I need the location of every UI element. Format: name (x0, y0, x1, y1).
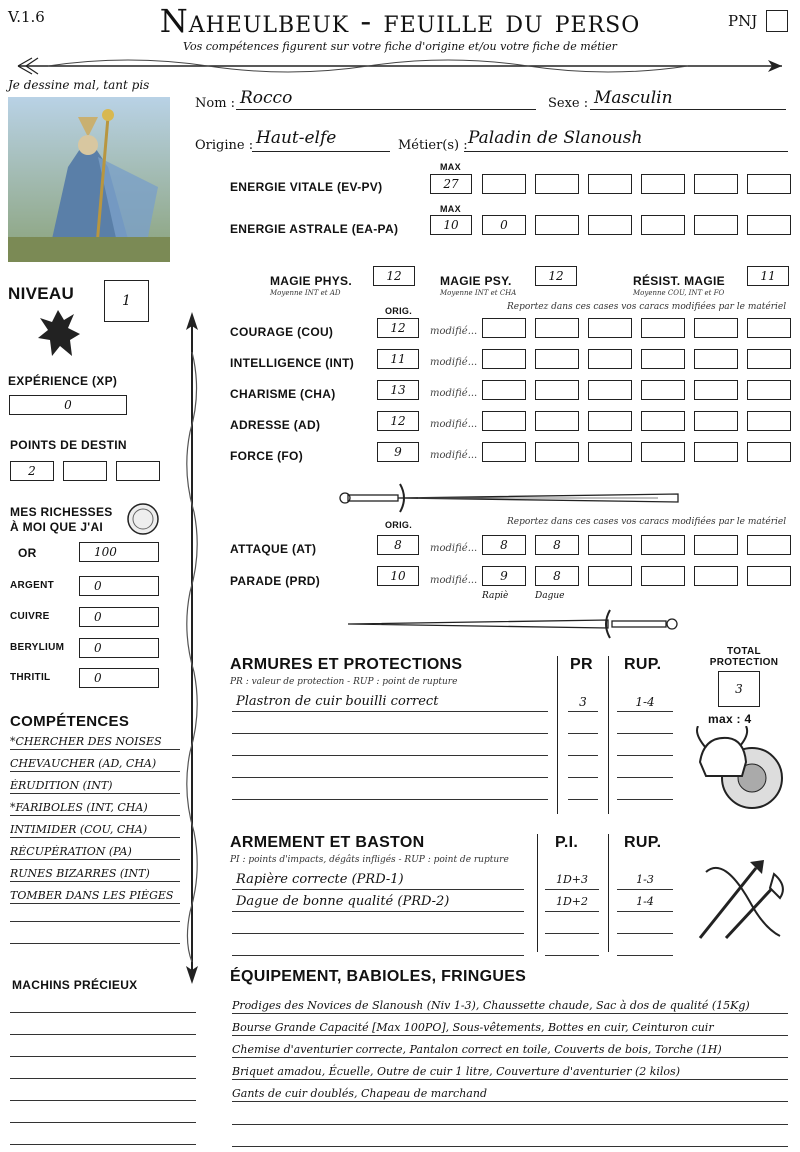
armure-name[interactable] (232, 692, 548, 712)
resist-magie-value: 11 (760, 269, 776, 283)
niveau-label: NIVEAU (8, 284, 75, 303)
attaque-modifie: modifié... (430, 543, 478, 554)
xp-value: 0 (64, 398, 72, 412)
nom-label: Nom : (195, 96, 236, 111)
competence-blank-line[interactable] (10, 921, 180, 922)
armure-name-text: Plastron de cuir bouilli correct (236, 694, 439, 709)
arme-rup[interactable] (617, 936, 673, 956)
arme-pi[interactable] (545, 870, 599, 890)
parade-mod-box[interactable] (588, 566, 632, 586)
sheet-title: Naheulbeuk - feuille du perso (159, 2, 641, 40)
attaque-label: ATTAQUE (AT) (230, 542, 317, 556)
pnj-checkbox[interactable] (766, 10, 788, 32)
armement-title: ARMEMENT ET BASTON (230, 834, 425, 851)
parade-orig-value: 10 (390, 569, 406, 583)
nom-value: Rocco (240, 88, 293, 108)
ev-label: ENERGIE VITALE (EV-PV) (230, 180, 383, 194)
carac-mod-box[interactable] (482, 442, 526, 462)
competence-item[interactable]: TOMBER DANS LES PIÈGES (10, 889, 180, 904)
magie-psy-box[interactable] (535, 266, 577, 286)
ev-max-box[interactable] (430, 174, 472, 194)
origine-field[interactable] (252, 128, 390, 152)
nom-field[interactable] (236, 88, 536, 110)
arme-name[interactable] (232, 936, 524, 956)
competence-blank-line[interactable] (10, 943, 180, 944)
carac-orig-value: 12 (390, 321, 406, 335)
ea-box[interactable] (588, 215, 632, 235)
metier-label: Métier(s) : (398, 138, 468, 153)
staff-ornament (180, 312, 204, 984)
magie-phys-label: MAGIE PHYS. (270, 274, 352, 288)
total-label-1: TOTAL (727, 646, 761, 657)
sword-ornament (338, 606, 683, 642)
carac-mod-box[interactable] (694, 411, 738, 431)
metier-field[interactable] (464, 128, 788, 152)
competence-item[interactable]: ÉRUDITION (INT) (10, 779, 180, 794)
carac-orig-box[interactable] (377, 349, 419, 369)
armure-pr[interactable] (568, 736, 598, 756)
armures-rup-header: RUP. (624, 656, 662, 673)
carac-mod-box[interactable] (747, 380, 791, 400)
carac-mod-box[interactable] (535, 442, 579, 462)
carac-mod-box[interactable] (535, 349, 579, 369)
magie-psy-value: 12 (548, 269, 564, 283)
money-box[interactable] (79, 638, 159, 658)
money-label: ARGENT (10, 580, 55, 591)
origine-value: Haut-elfe (256, 128, 337, 148)
carac-mod-box[interactable] (694, 349, 738, 369)
competence-item[interactable]: *FARIBOLES (INT, CHA) (10, 801, 180, 816)
attaque-mod-box[interactable] (482, 535, 526, 555)
money-box[interactable] (79, 576, 159, 596)
armement-rup-header: RUP. (624, 834, 662, 851)
money-box[interactable] (79, 607, 159, 627)
sword-ornament (338, 480, 683, 516)
carac-mod-box[interactable] (694, 380, 738, 400)
armure-rup[interactable] (617, 692, 673, 712)
armement-divider (537, 834, 538, 952)
ea-box[interactable] (694, 215, 738, 235)
destin-label: POINTS DE DESTIN (10, 438, 127, 452)
destin-box[interactable] (10, 461, 54, 481)
armures-sub: PR : valeur de protection - RUP : point de rupture (230, 677, 458, 687)
weapon-col-dague: Dague (535, 591, 565, 601)
portrait-caption: Je dessine mal, tant pis (8, 78, 150, 92)
arme-rup-text: 1-4 (636, 895, 654, 908)
arme-rup[interactable] (617, 914, 673, 934)
machins-line[interactable] (10, 1078, 196, 1079)
magie-psy-label: MAGIE PSY. (440, 274, 512, 288)
magie-psy-sub: Moyenne INT et CHA (440, 289, 517, 297)
total-label-2: PROTECTION (709, 657, 779, 668)
magie-phys-sub: Moyenne INT et AD (270, 289, 341, 297)
carac-orig-value: 12 (390, 414, 406, 428)
armures-divider (608, 656, 609, 814)
money-value: 0 (94, 671, 102, 685)
carac-mod-box[interactable] (747, 318, 791, 338)
armure-rup[interactable] (617, 736, 673, 756)
version-label: V.1.6 (8, 8, 45, 26)
money-box[interactable] (79, 542, 159, 562)
xp-label: EXPÉRIENCE (XP) (8, 374, 118, 388)
armure-name[interactable] (232, 736, 548, 756)
sexe-field[interactable] (590, 88, 786, 110)
total-protection-label (704, 646, 784, 668)
competence-item[interactable]: RUNES BIZARRES (INT) (10, 867, 180, 882)
magie-phys-value: 12 (386, 269, 402, 283)
parade-modifie: modifié... (430, 575, 478, 586)
carac-orig-value: 11 (390, 352, 406, 366)
carac-orig-box[interactable] (377, 411, 419, 431)
ev-box[interactable] (747, 174, 791, 194)
magie-phys-box[interactable] (373, 266, 415, 286)
destin-value: 2 (28, 464, 36, 478)
parade-mod-box[interactable] (694, 566, 738, 586)
armure-pr-text: 3 (579, 695, 587, 709)
attaque-mod-rapiere: 8 (500, 538, 508, 552)
coin-icon (126, 502, 160, 536)
combat-note: Reportez dans ces cases vos caracs modifiées par le matériel (507, 517, 787, 527)
attaque-orig-box[interactable] (377, 535, 419, 555)
parade-orig-box[interactable] (377, 566, 419, 586)
armure-rup[interactable] (617, 714, 673, 734)
arme-name[interactable] (232, 870, 524, 890)
origine-label: Origine : (195, 138, 254, 153)
equipement-title: ÉQUIPEMENT, BABIOLES, FRINGUES (230, 968, 527, 985)
sexe-label: Sexe : (548, 96, 589, 111)
xp-box[interactable] (9, 395, 127, 415)
carac-label: COURAGE (COU) (230, 325, 334, 339)
combat-orig-label: ORIG. (385, 520, 413, 530)
total-protection-box[interactable] (718, 671, 760, 707)
armures-divider (557, 656, 558, 814)
machins-line[interactable] (10, 1144, 196, 1145)
carac-mod-box[interactable] (588, 411, 632, 431)
competence-item[interactable]: CHEVAUCHER (AD, CHA) (10, 757, 180, 772)
arme-rup[interactable] (617, 892, 673, 912)
armures-title: ARMURES ET PROTECTIONS (230, 656, 463, 673)
arme-pi[interactable] (545, 914, 599, 934)
ea-box[interactable] (641, 215, 685, 235)
arme-pi-text: 1D+2 (555, 895, 589, 908)
equipement-blank-line[interactable] (232, 1146, 788, 1147)
carac-mod-box[interactable] (747, 349, 791, 369)
total-protection-max: max : 4 (708, 712, 752, 726)
ea-box[interactable] (482, 215, 526, 235)
niveau-value: 1 (122, 293, 131, 309)
money-label: CUIVRE (10, 611, 50, 622)
carac-note: Reportez dans ces cases vos caracs modifiées par le matériel (507, 302, 787, 312)
ev-box[interactable] (588, 174, 632, 194)
metier-value: Paladin de Slanoush (468, 128, 643, 148)
carac-mod-box[interactable] (482, 349, 526, 369)
carac-modifie: modifié... (430, 388, 478, 399)
money-value: 0 (94, 579, 102, 593)
arme-rup[interactable] (617, 870, 673, 890)
machins-line[interactable] (10, 1122, 196, 1123)
arme-name-text: Dague de bonne qualité (PRD-2) (236, 894, 450, 909)
equipement-line[interactable]: Prodiges des Novices de Slanoush (Niv 1-3), Chaussette chaude, Sac à dos de qualité (15Kg) (232, 998, 788, 1014)
arme-pi[interactable] (545, 892, 599, 912)
carac-mod-box[interactable] (641, 442, 685, 462)
equipement-line[interactable]: Briquet amadou, Écuelle, Outre de cuir 1 litre, Couverture d'aventurier (2 kilos) (232, 1064, 788, 1080)
carac-modifie: modifié... (430, 419, 478, 430)
attaque-mod-box[interactable] (694, 535, 738, 555)
ev-box[interactable] (535, 174, 579, 194)
pnj-label: PNJ (728, 12, 758, 30)
equipement-line[interactable]: Chemise d'aventurier correcte, Pantalon correct en toile, Couverts de bois, Torche (1H) (232, 1042, 788, 1058)
carac-orig-box[interactable] (377, 442, 419, 462)
money-label: THRITIL (10, 672, 51, 683)
helmet-shield-icon (694, 726, 786, 814)
weapon-col-rapiere: Rapiè (482, 591, 509, 601)
destin-box[interactable] (63, 461, 107, 481)
resist-magie-box[interactable] (747, 266, 789, 286)
arme-rup-text: 1-3 (636, 873, 654, 886)
attaque-mod-box[interactable] (747, 535, 791, 555)
resist-magie-label: RÉSIST. MAGIE (633, 274, 725, 288)
money-value: 0 (94, 610, 102, 624)
armure-pr[interactable] (568, 692, 598, 712)
carac-mod-box[interactable] (588, 318, 632, 338)
carac-mod-box[interactable] (641, 411, 685, 431)
carac-label: CHARISME (CHA) (230, 387, 336, 401)
armure-pr[interactable] (568, 714, 598, 734)
carac-mod-box[interactable] (588, 442, 632, 462)
carac-mod-box[interactable] (641, 380, 685, 400)
armures-pr-header: PR (570, 656, 593, 673)
money-value: 100 (94, 545, 117, 559)
richesses-label: MES RICHESSES (10, 505, 113, 519)
competences-title: COMPÉTENCES (10, 713, 130, 730)
ea-box[interactable] (535, 215, 579, 235)
money-value: 0 (94, 641, 102, 655)
equipement-line[interactable]: Gants de cuir doublés, Chapeau de marchand (232, 1086, 788, 1102)
carac-mod-box[interactable] (588, 380, 632, 400)
carac-mod-box[interactable] (482, 318, 526, 338)
armement-divider (608, 834, 609, 952)
machins-line[interactable] (10, 1100, 196, 1101)
weapons-icon (690, 852, 790, 946)
equipement-blank-line[interactable] (232, 1124, 788, 1125)
carac-label: FORCE (FO) (230, 449, 303, 463)
parade-mod-box[interactable] (747, 566, 791, 586)
sheet-subtitle: Vos compétences figurent sur votre fiche d'origine et/ou votre fiche de métier (183, 40, 617, 53)
competence-item[interactable]: INTIMIDER (COU, CHA) (10, 823, 180, 838)
parade-mod-box[interactable] (535, 566, 579, 586)
carac-mod-box[interactable] (588, 349, 632, 369)
ev-box[interactable] (694, 174, 738, 194)
parade-mod-rapiere: 9 (500, 569, 508, 583)
sexe-value: Masculin (594, 88, 673, 108)
parade-mod-box[interactable] (482, 566, 526, 586)
richesses-label-2: À MOI QUE J'AI (10, 520, 104, 534)
attaque-mod-box[interactable] (588, 535, 632, 555)
ev-box[interactable] (482, 174, 526, 194)
carac-mod-box[interactable] (482, 411, 526, 431)
carac-mod-box[interactable] (641, 349, 685, 369)
money-label: OR (18, 546, 37, 560)
arme-name[interactable] (232, 914, 524, 934)
carac-mod-box[interactable] (535, 380, 579, 400)
attaque-mod-dague: 8 (553, 538, 561, 552)
carac-mod-box[interactable] (535, 411, 579, 431)
armure-rup-text: 1-4 (635, 695, 655, 709)
parade-label: PARADE (PRD) (230, 574, 321, 588)
parade-mod-dague: 8 (553, 569, 561, 583)
carac-label: INTELLIGENCE (INT) (230, 356, 355, 370)
header-arrow-ornament (8, 54, 792, 80)
ea-current-value: 0 (500, 218, 508, 232)
arme-pi[interactable] (545, 936, 599, 956)
armure-name[interactable] (232, 758, 548, 778)
total-protection-value: 3 (735, 682, 743, 696)
carac-mod-box[interactable] (482, 380, 526, 400)
carac-label: ADRESSE (AD) (230, 418, 321, 432)
carac-mod-box[interactable] (747, 442, 791, 462)
carac-modifie: modifié... (430, 450, 478, 461)
destin-box[interactable] (116, 461, 160, 481)
attaque-mod-box[interactable] (535, 535, 579, 555)
armure-rup[interactable] (617, 758, 673, 778)
carac-mod-box[interactable] (535, 318, 579, 338)
carac-mod-box[interactable] (694, 442, 738, 462)
ev-box[interactable] (641, 174, 685, 194)
niveau-box[interactable] (104, 280, 149, 322)
arme-name[interactable] (232, 892, 524, 912)
carac-mod-box[interactable] (747, 411, 791, 431)
money-box[interactable] (79, 668, 159, 688)
ev-max-value: 27 (443, 177, 459, 191)
machins-line[interactable] (10, 1034, 196, 1035)
resist-magie-sub: Moyenne COU, INT et FO (633, 289, 725, 297)
carac-mod-box[interactable] (694, 318, 738, 338)
machins-title: MACHINS PRÉCIEUX (12, 978, 138, 992)
armure-name[interactable] (232, 780, 548, 800)
carac-orig-value: 13 (390, 383, 406, 397)
parade-mod-box[interactable] (641, 566, 685, 586)
armement-sub: PI : points d'impacts, dégâts infligés - RUP : point de rupture (230, 855, 509, 865)
machins-line[interactable] (10, 1012, 196, 1013)
armure-rup[interactable] (617, 780, 673, 800)
competence-item[interactable]: *CHERCHER DES NOISES (10, 735, 180, 750)
money-label: BERYLIUM (10, 642, 65, 653)
ea-label: ENERGIE ASTRALE (EA-PA) (230, 222, 399, 236)
carac-orig-box[interactable] (377, 318, 419, 338)
armure-pr[interactable] (568, 758, 598, 778)
carac-orig-box[interactable] (377, 380, 419, 400)
attaque-mod-box[interactable] (641, 535, 685, 555)
carac-mod-box[interactable] (641, 318, 685, 338)
carac-modifie: modifié... (430, 357, 478, 368)
arme-name-text: Rapière correcte (PRD-1) (236, 872, 404, 887)
competence-item[interactable]: RÉCUPÉRATION (PA) (10, 845, 180, 860)
armure-pr[interactable] (568, 780, 598, 800)
arme-pi-text: 1D+3 (555, 873, 589, 886)
attaque-orig-value: 8 (394, 538, 402, 552)
ea-box[interactable] (747, 215, 791, 235)
dragon-icon (32, 304, 84, 362)
machins-line[interactable] (10, 1056, 196, 1057)
ev-max-label: MAX (440, 162, 461, 172)
equipement-line[interactable]: Bourse Grande Capacité [Max 100PO], Sous-vêtements, Bottes en cuir, Ceinturon cuir (232, 1020, 788, 1036)
armement-pi-header: P.I. (555, 834, 579, 851)
ea-max-value: 10 (443, 218, 459, 232)
carac-orig-value: 9 (394, 445, 402, 459)
carac-modifie: modifié... (430, 326, 478, 337)
ea-max-box[interactable] (430, 215, 472, 235)
portrait-image (8, 97, 170, 262)
carac-orig-label: ORIG. (385, 306, 413, 316)
armure-name[interactable] (232, 714, 548, 734)
ea-max-label: MAX (440, 204, 461, 214)
